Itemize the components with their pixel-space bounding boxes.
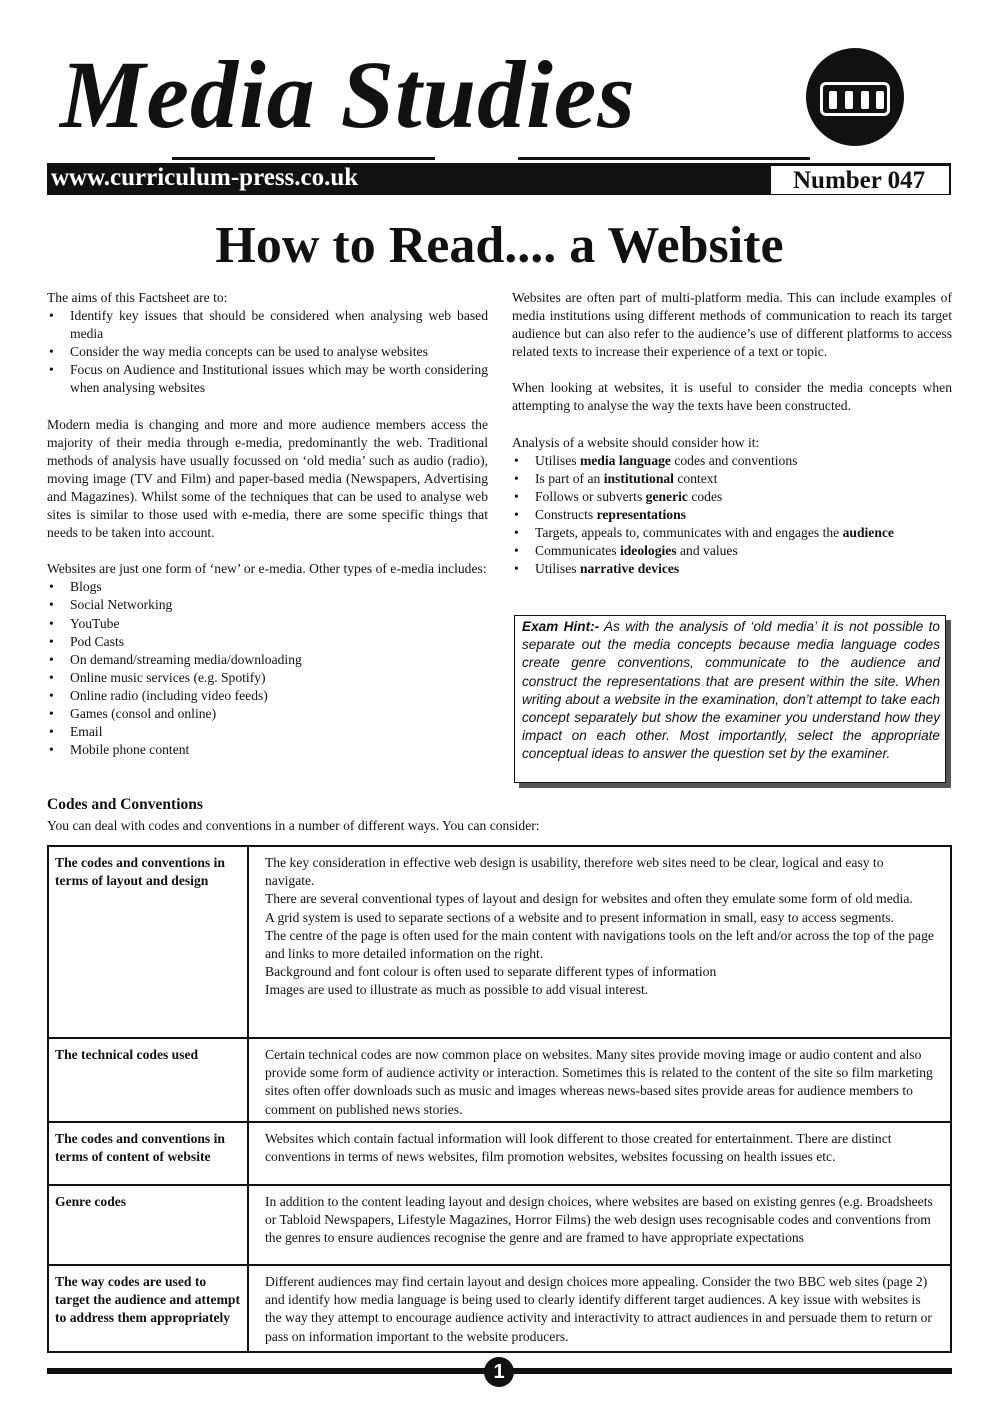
paragraph-concepts: When looking at websites, it is useful to consider the media concepts when attempting to analyse the way the texts have been constructed. (512, 380, 952, 414)
table-row (49, 1121, 950, 1184)
row-content: The key consideration in effective web design is usability, therefore web sites need to be clear, logical and easy to navigate. There are several conventional types of layout and design for websites and often they emulate some form of old media. A grid system is used to separate sections of a website and to present information in small, easy to access segments. The centre of the page is often used for the main content with navigations tools on the left and/or across the top of the page and links to more detailed information on the right. Background and font colour is often used to separate different types of information Images are used to illustrate as much as possible to add visual interest. (265, 855, 934, 998)
aims-intro: The aims of this Factsheet are to: (47, 290, 228, 305)
page-number: 1 (484, 1357, 514, 1387)
issue-number: Number 047 (793, 167, 926, 194)
list-item: • Communicates ideologies and values (512, 542, 952, 560)
list-item: • Follows or subverts generic codes (512, 488, 952, 506)
site-url[interactable]: www.curriculum-press.co.uk (51, 164, 359, 191)
list-item: • Online music services (e.g. Spotify) (47, 669, 488, 687)
issue-number-box (771, 166, 949, 194)
film-strip-bar (876, 91, 884, 109)
paragraph-modern-media: Modern media is changing and more and more audience members access the majority of their media through e-media, predominantly the web. Traditional methods of analysis have usually focussed on ‘old media’ such as audio (radio), moving image (TV and Film) and paper-based media (Newspapers, Advertising and Magazines). Whilst some of the techniques that can be used to analyse web sites is similar to those used with e-media, there are some specific things that needs to be taken into account. (47, 416, 488, 541)
film-strip-bar (861, 91, 869, 109)
exam-hint-text: As with the analysis of ‘old media’ it is not possible to separate out the media concepts because media language codes create genre conventions, communicate to the audience and construct the representations that are present within the site. When writing about a website in the examination, don’t attempt to take each concept separately but show the examiner you understand how they impact on each other. Most importantly, select the appropriate conceptual ideas to answer the question set by the examiner. (522, 619, 940, 762)
section-heading: Codes and Conventions (47, 796, 203, 813)
section-intro: You can deal with codes and conventions in a number of different ways. You can consider: (47, 818, 540, 833)
exam-hint-label: Exam Hint:- (522, 619, 600, 634)
url-bar (47, 163, 951, 195)
masthead-underline (518, 157, 810, 160)
table-row (49, 1037, 950, 1121)
aims-list (47, 307, 488, 397)
analysis-intro: Analysis of a website should consider how it: (512, 434, 760, 450)
table-row (49, 847, 950, 1037)
paragraph-multiplatform: Websites are often part of multi-platform media. This can include examples of media institutions using different methods of communication to reach its target audience but can also refer to the audience’s use of different platforms to access related texts to increase their experience of a text or topic. (512, 290, 952, 360)
list-item: • Online radio (including video feeds) (47, 687, 488, 705)
row-label: The codes and conventions in terms of content of website (49, 1123, 249, 1184)
left-column (47, 289, 488, 759)
list-item: • Targets, appeals to, communicates with and engages the audience (512, 524, 952, 542)
masthead (60, 40, 780, 160)
list-item: • Email (47, 723, 488, 741)
codes-table (47, 845, 952, 1353)
table-row (49, 1264, 950, 1351)
row-content: Certain technical codes are now common place on websites. Many sites provide moving image or audio content and also provide some form of audience activity or interaction. Sometimes this is related to the content of the site so film marketing sites often offer downloads such as music and images whereas news-based sites provide areas for audience members to comment on published news stories. (265, 1047, 933, 1117)
film-strip-bar (845, 91, 853, 109)
film-strip-bar (829, 91, 837, 109)
list-item: • Focus on Audience and Institutional issues which may be worth considering when analysing websites (47, 361, 488, 397)
paragraph-websites: Websites are just one form of ‘new’ or e-media. Other types of e-media includes: (47, 561, 487, 577)
row-label: Genre codes (49, 1186, 249, 1264)
row-content: Websites which contain factual information will look different to those created for entertainment. There are distinct conventions in terms of news websites, film promotion websites, websites focussing on health issues etc. (265, 1131, 892, 1165)
exam-hint-box (514, 615, 946, 783)
list-item: • Utilises narrative devices (512, 560, 952, 578)
row-content: Different audiences may find certain layout and design choices more appealing. Consider the two BBC web sites (page 2) and identify how media language is being used to clearly identify different target audiences. A key issue with websites is the way they attempt to encourage audience activity and interactivity to attract audiences in and persuade them to return or pass on information important to the website producers. (265, 1274, 932, 1344)
analysis-list (512, 452, 952, 579)
list-item: • Pod Casts (47, 633, 488, 651)
film-strip-icon (820, 82, 890, 116)
row-content: In addition to the content leading layout and design choices, where websites are based on existing genres (e.g. Broadsheets or Tabloid Newspapers, Lifestyle Magazines, Horror Films) the web design uses recognisable codes and conventions from the genres to ensure audiences recognise the genre and are framed to have appropriate expectations (265, 1194, 933, 1246)
list-item: • Social Networking (47, 596, 488, 614)
masthead-title: Media Studies (60, 41, 636, 148)
list-item: • Constructs representations (512, 506, 952, 524)
list-item: • Mobile phone content (47, 741, 488, 759)
list-item: • On demand/streaming media/downloading (47, 651, 488, 669)
masthead-underline (172, 157, 435, 160)
page-title: How to Read.... a Website (215, 217, 784, 274)
film-reel-logo-icon (806, 48, 904, 146)
row-label: The codes and conventions in terms of layout and design (49, 847, 249, 1037)
emedia-list (47, 578, 488, 759)
row-label: The technical codes used (49, 1039, 249, 1121)
table-row (49, 1184, 950, 1264)
list-item: • Identify key issues that should be considered when analysing web based media (47, 307, 488, 343)
right-column (512, 289, 952, 578)
list-item: • Utilises media language codes and conventions (512, 452, 952, 470)
list-item: • Blogs (47, 578, 488, 596)
list-item: • Games (consol and online) (47, 705, 488, 723)
list-item: • Consider the way media concepts can be used to analyse websites (47, 343, 488, 361)
list-item: • YouTube (47, 615, 488, 633)
row-label: The way codes are used to target the audience and attempt to address them appropriately (49, 1266, 249, 1351)
list-item: • Is part of an institutional context (512, 470, 952, 488)
